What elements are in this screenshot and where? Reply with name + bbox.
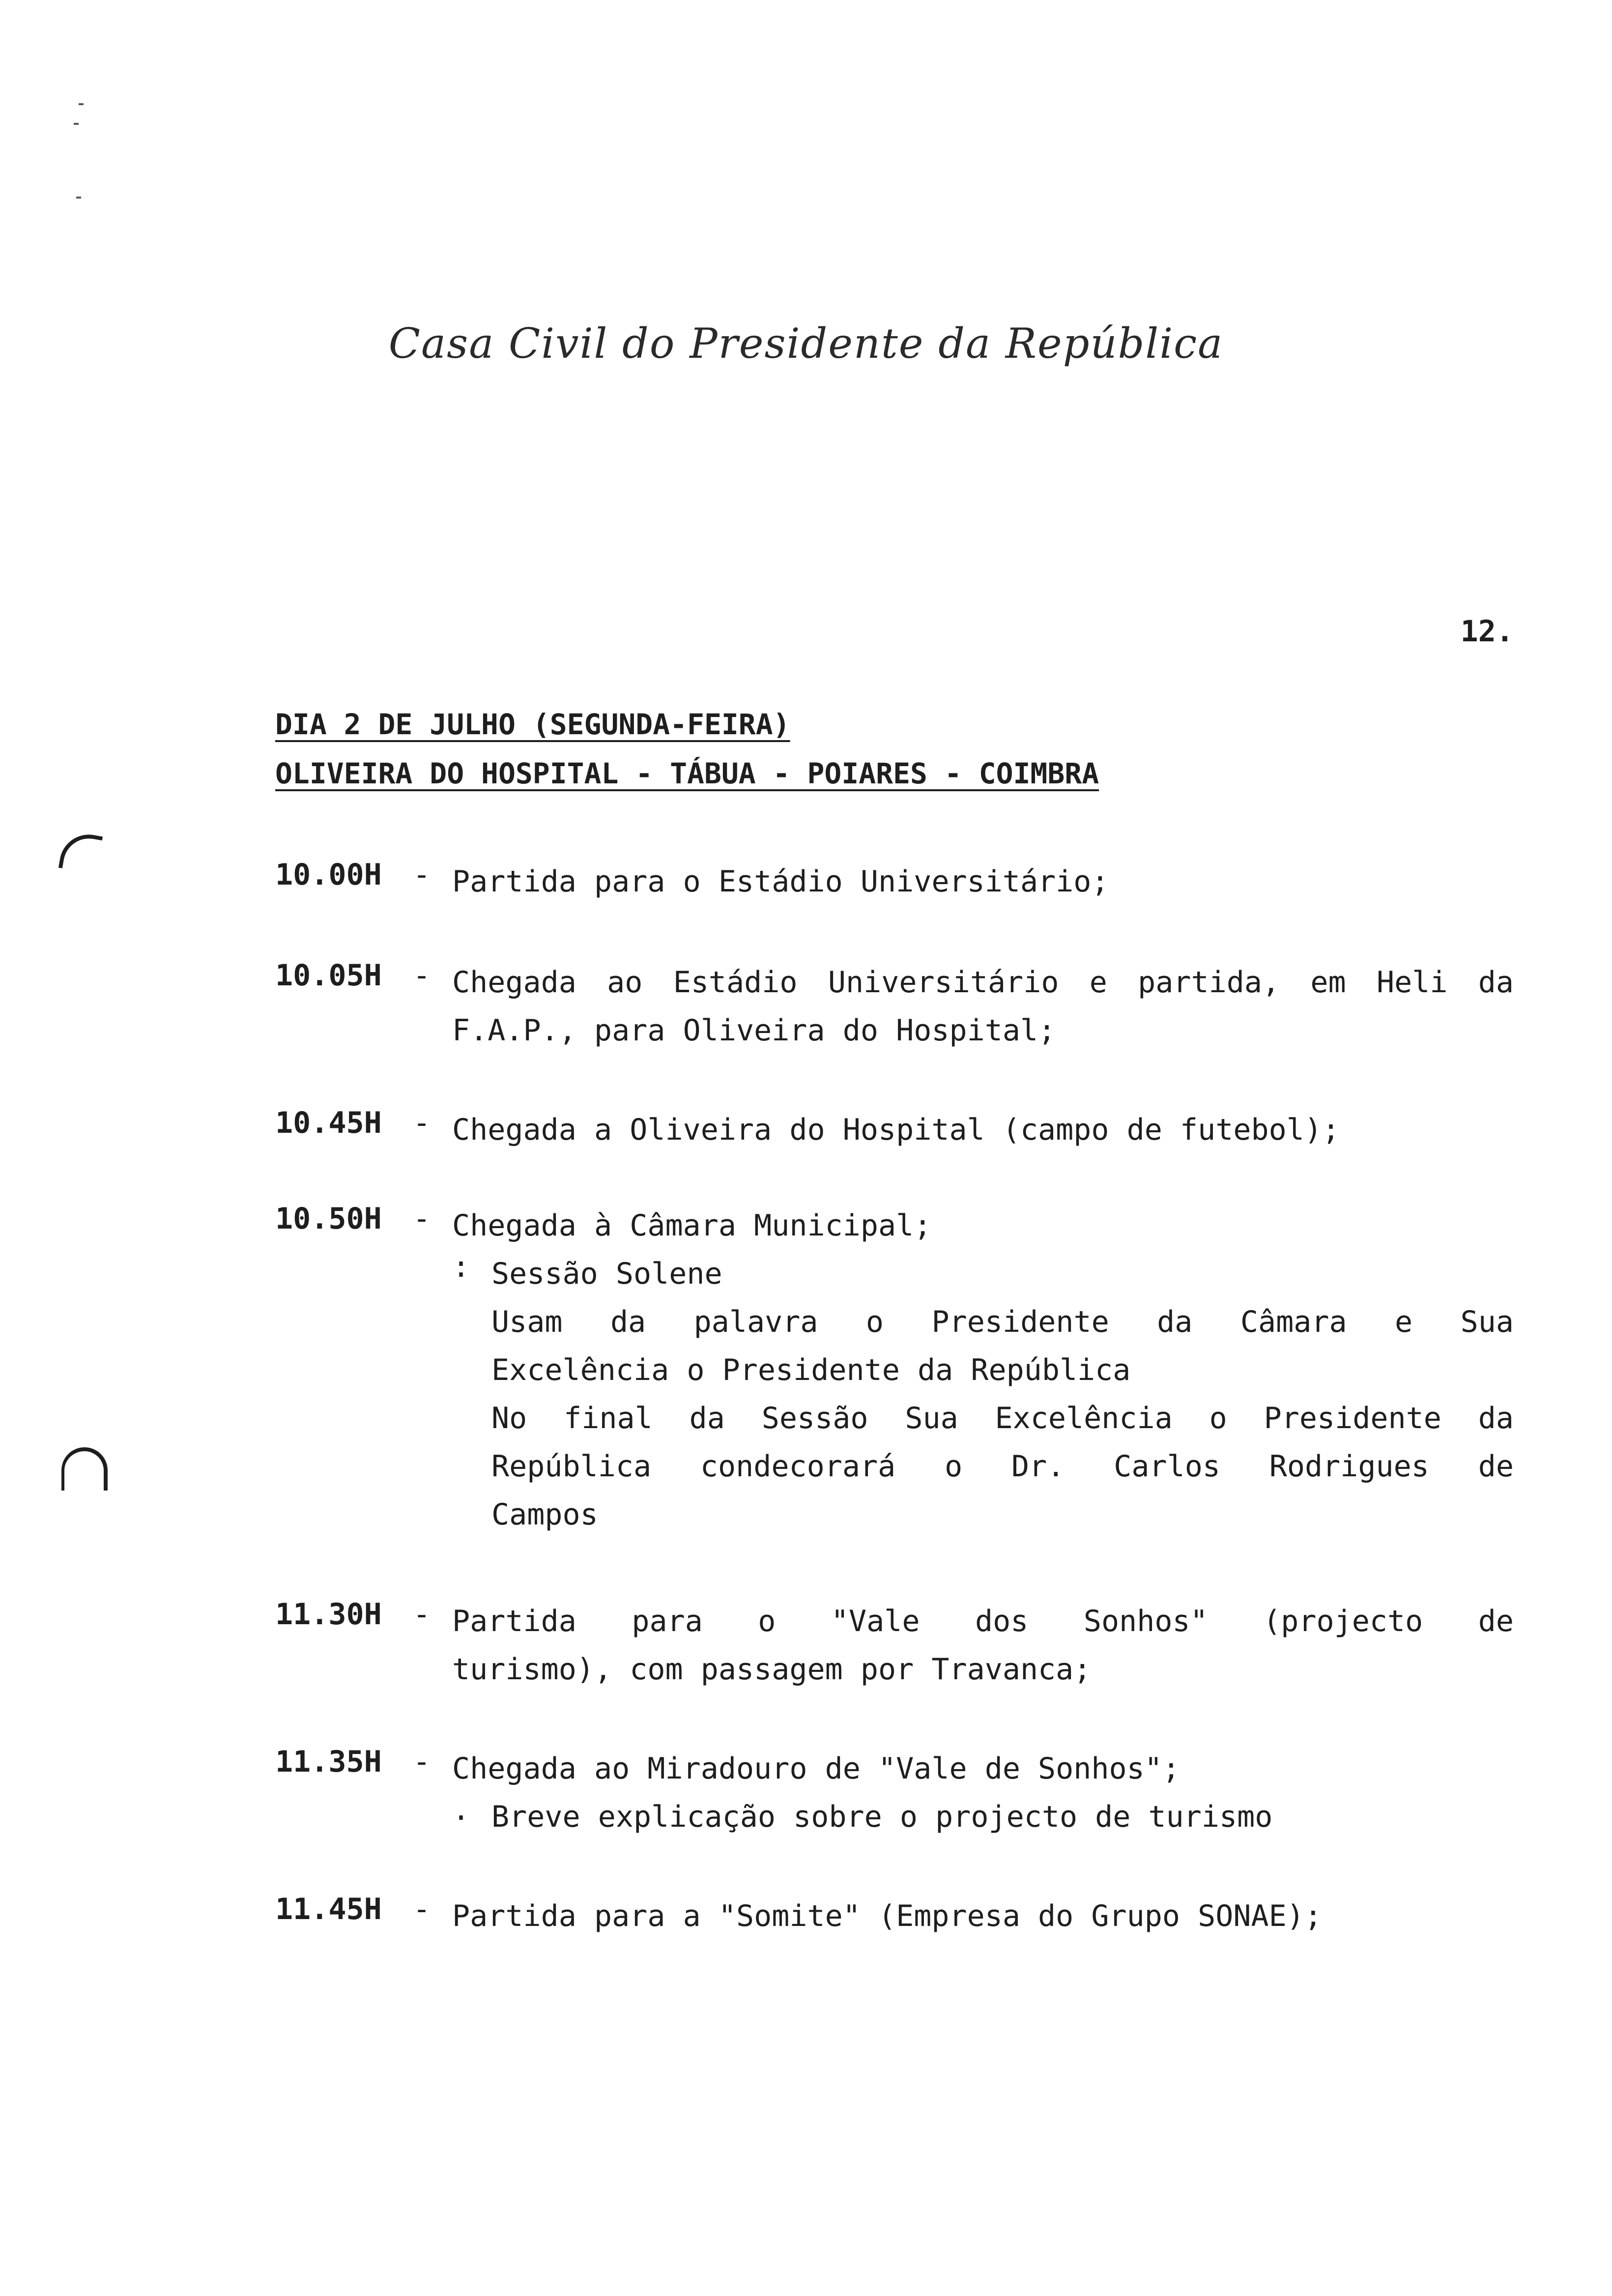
- entry-dash: -: [413, 1202, 431, 1236]
- entry-description: [452, 1202, 1514, 1250]
- entry-description: [452, 1892, 1514, 1940]
- entry-dash: -: [413, 1597, 431, 1632]
- entry-description: [452, 958, 1514, 1055]
- entry-time: 11.35H: [275, 1745, 382, 1779]
- entry-description: [452, 1597, 1514, 1693]
- entry-dash: -: [413, 1892, 431, 1926]
- schedule-entry: [275, 1892, 1514, 1941]
- schedule-entry: [275, 1202, 1514, 1546]
- sub-line: Excelência o Presidente da República: [491, 1353, 1131, 1387]
- entry-description: [452, 1106, 1514, 1154]
- sub-line: No final da Sessão Sua Excelência o Presidente da: [491, 1401, 1514, 1435]
- entry-line: Chegada ao Miradouro de "Vale de Sonhos";: [452, 1751, 1180, 1786]
- entry-line: turismo), com passagem por Travanca;: [452, 1652, 1092, 1687]
- punch-hole-mark: [58, 830, 103, 874]
- schedule-entry: [275, 1106, 1514, 1155]
- sub-line: República condecorará o Dr. Carlos Rodrigues de: [491, 1449, 1514, 1484]
- entry-time: 10.45H: [275, 1106, 382, 1140]
- page-number: 12.: [1460, 614, 1514, 649]
- entry-time: 11.30H: [275, 1597, 382, 1632]
- entry-description: [452, 1745, 1514, 1793]
- sub-description: [491, 1250, 1514, 1539]
- sub-line: Usam da palavra o Presidente da Câmara e Sua: [491, 1305, 1514, 1339]
- sub-marker: :: [452, 1250, 470, 1284]
- entry-line: Chegada ao Estádio Universitário e partida, em Heli da: [452, 965, 1514, 1000]
- sub-line: Sessão Solene: [491, 1257, 722, 1291]
- schedule-entry: [275, 858, 1514, 907]
- sub-description: [491, 1793, 1514, 1841]
- entry-time: 10.50H: [275, 1202, 382, 1236]
- entry-line: Partida para a "Somite" (Empresa do Grupo SONAE);: [452, 1899, 1323, 1933]
- scan-speck: [74, 123, 79, 125]
- sub-marker: .: [452, 1793, 470, 1827]
- schedule-entry: [275, 958, 1514, 1057]
- entry-line: F.A.P., para Oliveira do Hospital;: [452, 1013, 1056, 1048]
- entry-description: [452, 858, 1514, 906]
- entry-line: Chegada à Câmara Municipal;: [452, 1208, 932, 1243]
- schedule-entry: [275, 1745, 1514, 1843]
- entry-dash: -: [413, 1106, 431, 1140]
- heading-date: DIA 2 DE JULHO (SEGUNDA-FEIRA): [275, 708, 790, 741]
- entry-line: Chegada a Oliveira do Hospital (campo de futebol);: [452, 1113, 1340, 1147]
- scan-speck: [79, 103, 84, 105]
- heading-route: OLIVEIRA DO HOSPITAL - TÁBUA - POIARES - COIMBRA: [275, 757, 1099, 790]
- entry-dash: -: [413, 1745, 431, 1779]
- entry-time: 11.45H: [275, 1892, 382, 1926]
- sub-line: Breve explicação sobre o projecto de turismo: [491, 1800, 1273, 1834]
- entry-dash: -: [413, 858, 431, 892]
- sub-line: Campos: [491, 1497, 598, 1532]
- schedule-entry: [275, 1597, 1514, 1695]
- entry-time: 10.00H: [275, 858, 382, 892]
- entry-time: 10.05H: [275, 958, 382, 993]
- letterhead: Casa Civil do Presidente da República: [388, 319, 1224, 368]
- scan-speck: [76, 197, 81, 199]
- entry-line: Partida para o "Vale dos Sonhos" (projecto de: [452, 1604, 1514, 1638]
- entry-line: Partida para o Estádio Universitário;: [452, 864, 1109, 899]
- entry-dash: -: [413, 958, 431, 993]
- punch-hole-mark: [61, 1447, 108, 1491]
